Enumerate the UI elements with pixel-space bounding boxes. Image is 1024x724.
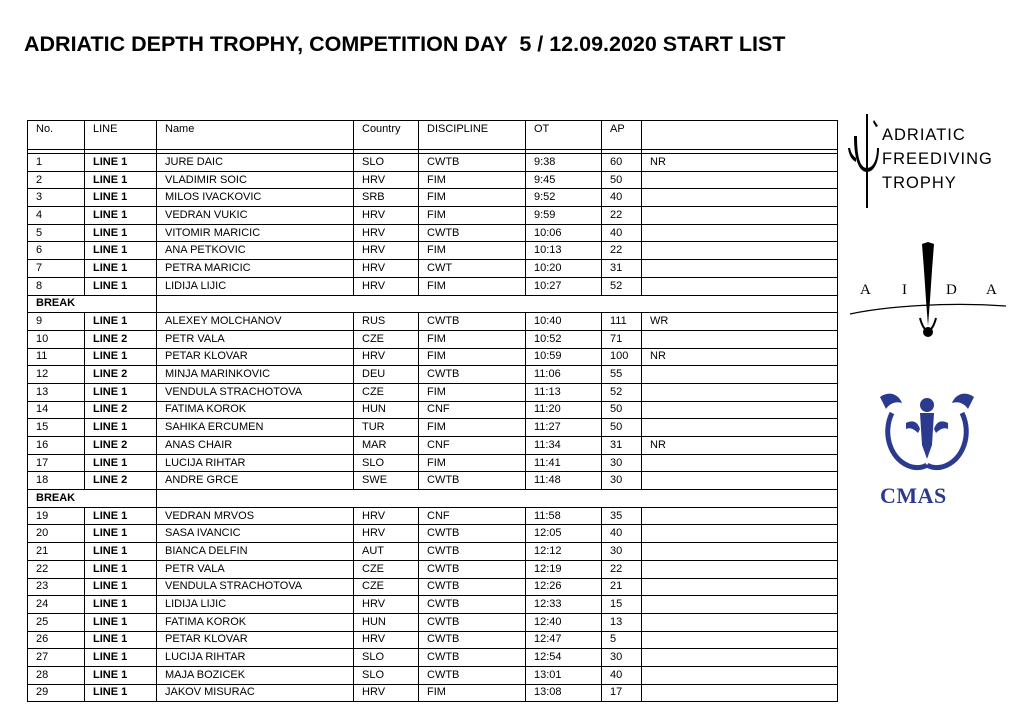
cell-ot: 12:12 — [526, 543, 602, 561]
cell-note — [642, 207, 838, 225]
cell-country: HRV — [354, 525, 419, 543]
cell-no: 9 — [28, 313, 85, 331]
table-row — [28, 277, 838, 295]
table-row — [28, 242, 838, 260]
cell-no: 22 — [28, 560, 85, 578]
cell-no: 2 — [28, 171, 85, 189]
cell-country: CZE — [354, 560, 419, 578]
cmas-logo — [872, 383, 982, 513]
cell-no: 15 — [28, 419, 85, 437]
cell-ot: 10:20 — [526, 260, 602, 278]
cell-ot: 12:40 — [526, 613, 602, 631]
cell-discipline: CNF — [419, 401, 526, 419]
col-header-ot: OT — [526, 121, 602, 150]
cell-ot: 11:13 — [526, 383, 602, 401]
cell-country: HRV — [354, 684, 419, 702]
cell-ap: 17 — [602, 684, 642, 702]
cell-country: HRV — [354, 224, 419, 242]
cell-ot: 11:48 — [526, 472, 602, 490]
cell-line: LINE 1 — [85, 649, 157, 667]
cell-name: PETAR KLOVAR — [157, 631, 354, 649]
cell-country: HRV — [354, 277, 419, 295]
cell-no: 1 — [28, 154, 85, 172]
cell-ot: 12:19 — [526, 560, 602, 578]
table-row — [28, 507, 838, 525]
cell-country: SLO — [354, 154, 419, 172]
aida-letter-1: A — [860, 282, 871, 298]
cell-discipline: FIM — [419, 330, 526, 348]
cmas-logo-text: CMAS — [880, 483, 947, 508]
table-row — [28, 348, 838, 366]
table-row — [28, 401, 838, 419]
adriatic-logo-line-2: FREEDIVING — [882, 150, 993, 168]
cell-no: 7 — [28, 260, 85, 278]
cell-note: WR — [642, 313, 838, 331]
cell-line: LINE 1 — [85, 578, 157, 596]
cell-discipline: FIM — [419, 207, 526, 225]
table-row — [28, 666, 838, 684]
cell-note — [642, 330, 838, 348]
cell-note — [642, 260, 838, 278]
cell-no: 16 — [28, 437, 85, 455]
cell-no: 13 — [28, 383, 85, 401]
cell-ot: 9:52 — [526, 189, 602, 207]
table-row — [28, 472, 838, 490]
cell-name: LIDIJA LIJIC — [157, 277, 354, 295]
cell-country: CZE — [354, 578, 419, 596]
cell-discipline: FIM — [419, 419, 526, 437]
cell-line: LINE 1 — [85, 313, 157, 331]
table-row — [28, 454, 838, 472]
cell-ap: 60 — [602, 154, 642, 172]
cell-ap: 30 — [602, 454, 642, 472]
cell-ot: 13:01 — [526, 666, 602, 684]
table-row — [28, 330, 838, 348]
break-row — [28, 295, 838, 313]
cell-ot: 12:33 — [526, 596, 602, 614]
cell-ap: 100 — [602, 348, 642, 366]
adriatic-freediving-trophy-logo — [846, 112, 1011, 212]
cell-name: PETR VALA — [157, 560, 354, 578]
cell-ap: 30 — [602, 543, 642, 561]
table-row — [28, 260, 838, 278]
col-header-note — [642, 121, 838, 150]
cell-note — [642, 684, 838, 702]
cell-country: SLO — [354, 454, 419, 472]
adriatic-logo-line-3: TROPHY — [882, 174, 957, 192]
cell-country: RUS — [354, 313, 419, 331]
cell-ot: 11:27 — [526, 419, 602, 437]
cell-name: JURE DAIC — [157, 154, 354, 172]
cell-line: LINE 1 — [85, 684, 157, 702]
cell-ap: 55 — [602, 366, 642, 384]
cell-line: LINE 1 — [85, 560, 157, 578]
cell-ot: 10:59 — [526, 348, 602, 366]
table-body — [28, 150, 838, 702]
cell-ap: 21 — [602, 578, 642, 596]
cell-line: LINE 1 — [85, 631, 157, 649]
cell-discipline: CWTB — [419, 578, 526, 596]
cell-discipline: CWTB — [419, 154, 526, 172]
cell-name: SASA IVANCIC — [157, 525, 354, 543]
cell-country: TUR — [354, 419, 419, 437]
table-row — [28, 649, 838, 667]
cell-ot: 9:38 — [526, 154, 602, 172]
cell-country: AUT — [354, 543, 419, 561]
cell-no: 4 — [28, 207, 85, 225]
cell-line: LINE 1 — [85, 596, 157, 614]
cell-line: LINE 1 — [85, 224, 157, 242]
cell-ot: 10:40 — [526, 313, 602, 331]
table-row — [28, 560, 838, 578]
cell-ap: 15 — [602, 596, 642, 614]
cell-ap: 5 — [602, 631, 642, 649]
cell-ot: 13:08 — [526, 684, 602, 702]
table-row — [28, 613, 838, 631]
cell-name: MILOS IVACKOVIC — [157, 189, 354, 207]
cell-ot: 9:45 — [526, 171, 602, 189]
cell-line: LINE 1 — [85, 260, 157, 278]
cell-name: FATIMA KOROK — [157, 613, 354, 631]
cell-country: MAR — [354, 437, 419, 455]
cell-ap: 71 — [602, 330, 642, 348]
cell-line: LINE 1 — [85, 242, 157, 260]
start-list-table — [27, 120, 838, 702]
cell-name: PETR VALA — [157, 330, 354, 348]
cell-discipline: CWT — [419, 260, 526, 278]
cell-note — [642, 596, 838, 614]
cell-ap: 22 — [602, 242, 642, 260]
cell-note — [642, 666, 838, 684]
cell-discipline: CWTB — [419, 631, 526, 649]
cell-note — [642, 578, 838, 596]
cell-country: HRV — [354, 260, 419, 278]
cell-ot: 11:34 — [526, 437, 602, 455]
aida-letter-3: D — [946, 282, 957, 298]
cell-name: LIDIJA LIJIC — [157, 596, 354, 614]
table-row — [28, 154, 838, 172]
cell-line: LINE 2 — [85, 401, 157, 419]
table-row — [28, 525, 838, 543]
cell-country: SRB — [354, 189, 419, 207]
cell-no: 19 — [28, 507, 85, 525]
cell-note: NR — [642, 437, 838, 455]
cell-discipline: CWTB — [419, 366, 526, 384]
cell-name: FATIMA KOROK — [157, 401, 354, 419]
cell-country: HRV — [354, 348, 419, 366]
cell-no: 20 — [28, 525, 85, 543]
cell-discipline: CNF — [419, 507, 526, 525]
aida-letter-4: A — [986, 282, 997, 298]
cell-name: VEDRAN VUKIC — [157, 207, 354, 225]
cell-no: 6 — [28, 242, 85, 260]
cell-no: 24 — [28, 596, 85, 614]
cell-note — [642, 401, 838, 419]
cell-ot: 12:54 — [526, 649, 602, 667]
cell-note — [642, 543, 838, 561]
cell-name: PETAR KLOVAR — [157, 348, 354, 366]
cell-note: NR — [642, 154, 838, 172]
cell-country: SWE — [354, 472, 419, 490]
col-header-no: No. — [28, 121, 85, 150]
cell-discipline: FIM — [419, 242, 526, 260]
cell-country: SLO — [354, 649, 419, 667]
table-row — [28, 224, 838, 242]
trident-icon — [846, 112, 880, 210]
cell-discipline: FIM — [419, 348, 526, 366]
cell-line: LINE 1 — [85, 171, 157, 189]
cell-discipline: CWTB — [419, 613, 526, 631]
break-empty-cell — [157, 295, 838, 313]
cell-note — [642, 171, 838, 189]
break-empty-cell — [157, 490, 838, 508]
cmas-emblem-icon — [872, 383, 982, 478]
table-row — [28, 383, 838, 401]
cell-note — [642, 507, 838, 525]
cell-no: 21 — [28, 543, 85, 561]
cell-no: 14 — [28, 401, 85, 419]
cell-name: ANA PETKOVIC — [157, 242, 354, 260]
cell-note — [642, 472, 838, 490]
cell-note — [642, 631, 838, 649]
cell-ap: 40 — [602, 189, 642, 207]
col-header-country: Country — [354, 121, 419, 150]
cell-discipline: CWTB — [419, 560, 526, 578]
cell-line: LINE 2 — [85, 366, 157, 384]
cell-line: LINE 1 — [85, 207, 157, 225]
break-row — [28, 490, 838, 508]
header-row — [28, 121, 838, 150]
cell-line: LINE 1 — [85, 154, 157, 172]
cell-ap: 40 — [602, 224, 642, 242]
cell-no: 26 — [28, 631, 85, 649]
cell-line: LINE 1 — [85, 666, 157, 684]
cell-ap: 30 — [602, 649, 642, 667]
cell-note — [642, 454, 838, 472]
cell-ap: 22 — [602, 560, 642, 578]
cell-discipline: CWTB — [419, 596, 526, 614]
cell-ot: 10:27 — [526, 277, 602, 295]
cell-discipline: CWTB — [419, 666, 526, 684]
cell-country: HUN — [354, 613, 419, 631]
cell-name: LUCIJA RIHTAR — [157, 649, 354, 667]
cell-name: LUCIJA RIHTAR — [157, 454, 354, 472]
cell-name: ALEXEY MOLCHANOV — [157, 313, 354, 331]
cell-name: VLADIMIR SOIC — [157, 171, 354, 189]
cell-name: VENDULA STRACHOTOVA — [157, 383, 354, 401]
page-title: ADRIATIC DEPTH TROPHY, COMPETITION DAY 5 / 12.09.2020 START LIST — [24, 32, 786, 56]
cell-note — [642, 560, 838, 578]
cell-discipline: CWTB — [419, 313, 526, 331]
cell-ot: 11:41 — [526, 454, 602, 472]
table-row — [28, 596, 838, 614]
cell-note — [642, 383, 838, 401]
aida-logo — [848, 240, 1008, 345]
cell-discipline: CWTB — [419, 525, 526, 543]
table-row — [28, 189, 838, 207]
cell-ap: 31 — [602, 437, 642, 455]
cell-line: LINE 1 — [85, 419, 157, 437]
cell-no: 10 — [28, 330, 85, 348]
cell-country: HRV — [354, 596, 419, 614]
cell-discipline: FIM — [419, 171, 526, 189]
cell-discipline: CWTB — [419, 649, 526, 667]
cell-ot: 10:13 — [526, 242, 602, 260]
table-row — [28, 171, 838, 189]
cell-name: VEDRAN MRVOS — [157, 507, 354, 525]
cell-line: LINE 1 — [85, 454, 157, 472]
cell-note — [642, 277, 838, 295]
table-row — [28, 207, 838, 225]
table-row — [28, 684, 838, 702]
cell-no: 12 — [28, 366, 85, 384]
table-row — [28, 543, 838, 561]
cell-country: SLO — [354, 666, 419, 684]
cell-ot: 12:05 — [526, 525, 602, 543]
cell-no: 25 — [28, 613, 85, 631]
cell-note — [642, 189, 838, 207]
cell-ap: 111 — [602, 313, 642, 331]
cell-ot: 12:26 — [526, 578, 602, 596]
cell-name: VENDULA STRACHOTOVA — [157, 578, 354, 596]
adriatic-logo-line-1: ADRIATIC — [882, 126, 966, 144]
aida-letter-2: I — [902, 282, 907, 298]
cell-note — [642, 224, 838, 242]
cell-ot: 10:06 — [526, 224, 602, 242]
cell-discipline: CNF — [419, 437, 526, 455]
cell-country: CZE — [354, 383, 419, 401]
cell-ap: 50 — [602, 419, 642, 437]
cell-ap: 40 — [602, 525, 642, 543]
cell-no: 23 — [28, 578, 85, 596]
cell-country: HRV — [354, 171, 419, 189]
table-row — [28, 631, 838, 649]
cell-note — [642, 419, 838, 437]
col-header-line: LINE — [85, 121, 157, 150]
cell-name: SAHIKA ERCUMEN — [157, 419, 354, 437]
cell-ap: 13 — [602, 613, 642, 631]
cell-country: HUN — [354, 401, 419, 419]
table-row — [28, 313, 838, 331]
cell-discipline: CWTB — [419, 472, 526, 490]
table-row — [28, 437, 838, 455]
col-header-name: Name — [157, 121, 354, 150]
cell-ot: 11:58 — [526, 507, 602, 525]
cell-discipline: FIM — [419, 277, 526, 295]
break-label: BREAK — [28, 295, 157, 313]
cell-name: PETRA MARICIC — [157, 260, 354, 278]
cell-no: 5 — [28, 224, 85, 242]
cell-no: 28 — [28, 666, 85, 684]
cell-name: ANAS CHAIR — [157, 437, 354, 455]
cell-line: LINE 1 — [85, 525, 157, 543]
cell-name: MAJA BOZICEK — [157, 666, 354, 684]
cell-ap: 40 — [602, 666, 642, 684]
cell-ap: 22 — [602, 207, 642, 225]
cell-country: HRV — [354, 507, 419, 525]
cell-note — [642, 649, 838, 667]
cell-country: HRV — [354, 207, 419, 225]
cell-ap: 50 — [602, 401, 642, 419]
cell-discipline: FIM — [419, 684, 526, 702]
cell-line: LINE 1 — [85, 383, 157, 401]
cell-country: CZE — [354, 330, 419, 348]
cell-name: ANDRE GRCE — [157, 472, 354, 490]
cell-ot: 11:20 — [526, 401, 602, 419]
cell-no: 29 — [28, 684, 85, 702]
cell-ap: 35 — [602, 507, 642, 525]
cell-line: LINE 1 — [85, 613, 157, 631]
cell-discipline: CWTB — [419, 224, 526, 242]
cell-no: 8 — [28, 277, 85, 295]
break-label: BREAK — [28, 490, 157, 508]
cell-line: LINE 2 — [85, 472, 157, 490]
cell-name: BIANCA DELFIN — [157, 543, 354, 561]
cell-discipline: FIM — [419, 454, 526, 472]
cell-line: LINE 1 — [85, 348, 157, 366]
table-row — [28, 578, 838, 596]
cell-no: 11 — [28, 348, 85, 366]
table-row — [28, 419, 838, 437]
cell-country: DEU — [354, 366, 419, 384]
cell-country: HRV — [354, 631, 419, 649]
cell-line: LINE 2 — [85, 330, 157, 348]
cell-ap: 52 — [602, 277, 642, 295]
cell-discipline: FIM — [419, 383, 526, 401]
cell-discipline: CWTB — [419, 543, 526, 561]
cell-ap: 30 — [602, 472, 642, 490]
cell-ot: 9:59 — [526, 207, 602, 225]
cell-line: LINE 1 — [85, 543, 157, 561]
col-header-discipline: DISCIPLINE — [419, 121, 526, 150]
cell-ap: 52 — [602, 383, 642, 401]
cell-note: NR — [642, 348, 838, 366]
cell-name: MINJA MARINKOVIC — [157, 366, 354, 384]
cell-no: 3 — [28, 189, 85, 207]
aida-diver-icon — [848, 240, 1008, 345]
cell-country: HRV — [354, 242, 419, 260]
cell-note — [642, 525, 838, 543]
cell-ot: 10:52 — [526, 330, 602, 348]
table-row — [28, 366, 838, 384]
cell-note — [642, 613, 838, 631]
cell-ap: 50 — [602, 171, 642, 189]
cell-ot: 11:06 — [526, 366, 602, 384]
cell-note — [642, 242, 838, 260]
cell-note — [642, 366, 838, 384]
cell-line: LINE 1 — [85, 189, 157, 207]
cell-no: 17 — [28, 454, 85, 472]
col-header-ap: AP — [602, 121, 642, 150]
cell-name: VITOMIR MARICIC — [157, 224, 354, 242]
cell-ot: 12:47 — [526, 631, 602, 649]
cell-no: 27 — [28, 649, 85, 667]
cell-no: 18 — [28, 472, 85, 490]
cell-discipline: FIM — [419, 189, 526, 207]
cell-name: JAKOV MISURAC — [157, 684, 354, 702]
cell-line: LINE 2 — [85, 437, 157, 455]
cell-ap: 31 — [602, 260, 642, 278]
cell-line: LINE 1 — [85, 277, 157, 295]
cell-line: LINE 1 — [85, 507, 157, 525]
